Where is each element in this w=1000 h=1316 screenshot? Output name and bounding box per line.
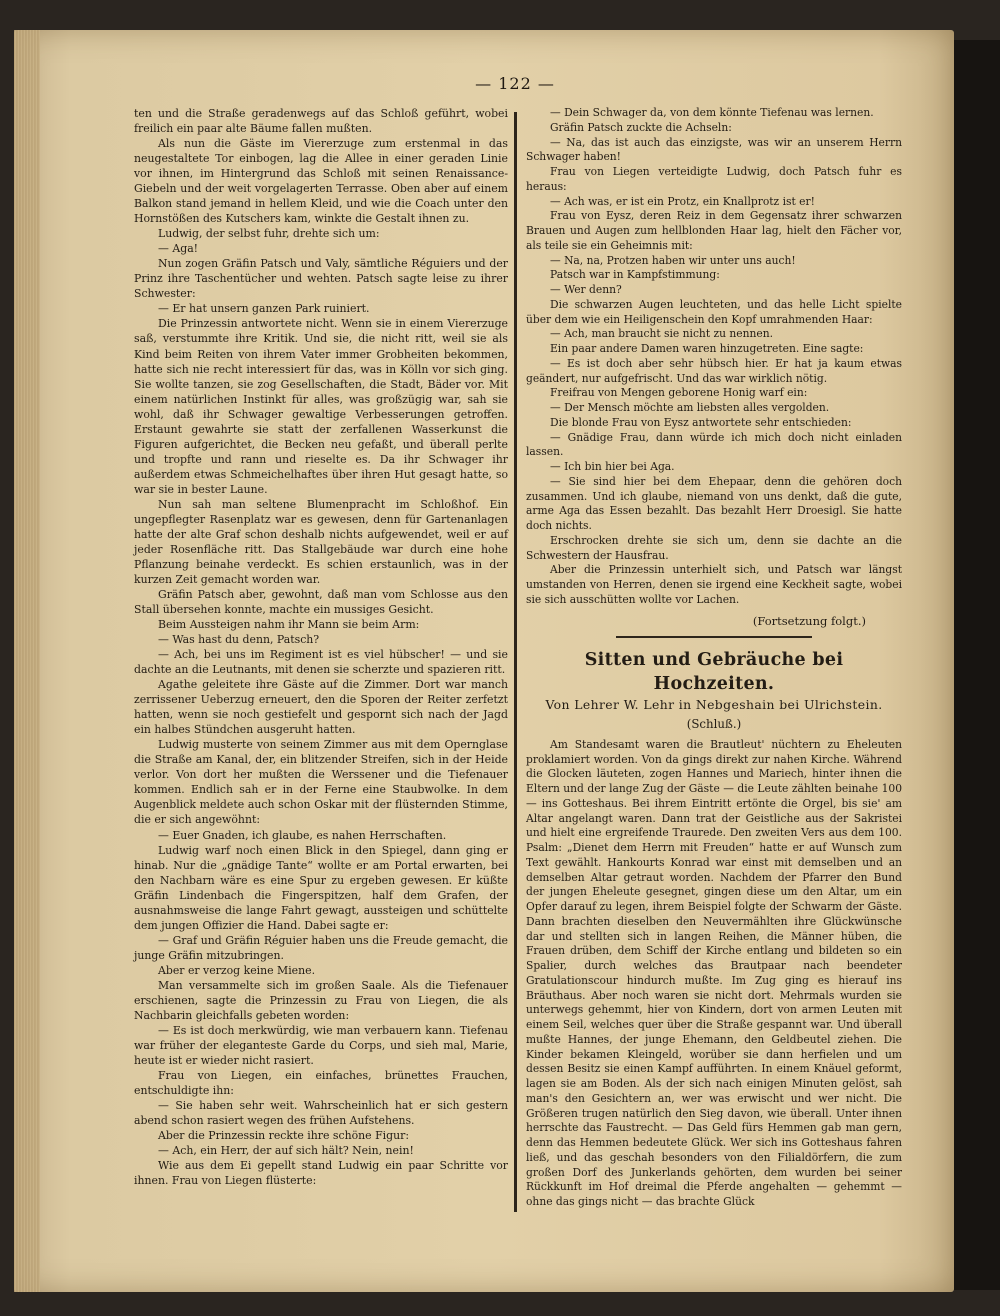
story-continuation <box>526 106 902 608</box>
paragraph: — Ach, man braucht sie nicht zu nennen. <box>550 327 773 341</box>
paragraph: — Wer denn? <box>550 283 622 296</box>
paragraph: — Gnädige Frau, dann würde ich mich doch nicht einladen lassen. <box>526 430 902 459</box>
paragraph: Aber die Prinzessin reckte ihre schöne Figur: <box>158 1129 409 1143</box>
article-body <box>526 738 902 1210</box>
paragraph: Patsch war in Kampfstimmung: <box>550 268 720 282</box>
paragraph: Ludwig warf noch einen Blick in den Spiegel, dann ging er hinab. Nur die „gnädige Tante“ wollte er am Portal erwarten, bei den Nachbarn wäre es eine Spur zu ergeben gewesen. Er küßte Gräfin Lindenbach die Fingerspitzen, half dem Grafen, der ausnahmsweise die lange Fahrt gewagt, aussteigen und schüttelte dem jungen Offizier die Hand. Dabei sagte er: <box>134 843 508 932</box>
paragraph: Am Standesamt waren die Brautleut' nüchtern zu Eheleuten proklamiert worden. Von da gings direkt zur nahen Kirche. Während die Glocken läuteten, zogen Hannes und Mariech, hinter ihnen die Eltern und der lange Zug der Gäste — die Leute zählten beinahe 100 — ins Gotteshaus. Bei ihrem Eintritt ertönte die Orgel, bis sie' am Altar angelangt waren. Dann trat der Geistliche aus der Sakristei und hielt eine ergreifende Traurede. Den zweiten Vers aus dem 100. Psalm: „Dienet dem Herrn mit Freuden“ hatte er auf Wunsch zum Text gewählt. Hankourts Konrad war einst mit demselben und an demselben Altar getraut worden. Nachdem der Pfarrer den Bund der jungen Eheleute gesegnet, gingen diese um den Altar, um ein Opfer darauf zu legen, ihrem Beispiel folgte der Schwarm der Gäste. Dann brachten dieselben den Neuvermählten ihre Glückwünsche dar und stellten sich in langen Reihen, die Männer hüben, die Frauen drüben, dem Schiff der Kirche entlang und bildeten so ein Spalier, durch welches das Brautpaar nach beendeter Gratulationscour hindurch mußte. Im Zug ging es hierauf ins Bräuthaus. Aber noch waren sie nicht dort. Mehrmals wurden sie unterwegs gehemmt, hier von Kindern, dort von armen Leuten mit einem Seil, welches quer über die Straße gespannt war. Und überall mußte Hannes, der junge Ehemann, den Geldbeutel ziehen. Die Kinder bekamen Kleingeld, worüber sie dann herfielen und um dessen Besitz sie einen Kampf aufführten. In einem Knäuel geformt, lagen sie am Boden. Als der sich nach einigen Minuten gelöst, sah man's den Gesichtern an, wer was erwischt und wer nicht. Die Größeren trugen natürlich den Sieg davon, wie überall. Unter ihnen herrschte das Faustrecht. — Das Geld fürs Hemmen gab man gern, denn das Hemmen bedeutete Glück. Wer sich ins Gotteshaus fahren ließ, und das geschah besonders von den Filialdörfern, die zum großen Dorf des Junkerlands gehörten, dem wurden bei seiner Rückkunft im Hof dreimal die Pferde angehalten — gehemmt — ohne das gings nicht — das brachte Glück <box>526 737 902 1208</box>
paragraph: — Graf und Gräfin Réguier haben uns die Freude gemacht, die junge Gräfin mitzubringen. <box>134 933 508 962</box>
paragraph: Ludwig, der selbst fuhr, drehte sich um: <box>158 227 380 241</box>
paragraph: Ein paar andere Damen waren hinzugetreten. Eine sagte: <box>550 342 864 355</box>
paragraph: — Es ist doch aber sehr hübsch hier. Er hat ja kaum etwas geändert, nur aufgefrischt. Und das war wirklich nötig. <box>526 356 902 385</box>
paragraph: Ludwig musterte von seinem Zimmer aus mit dem Opernglase die Straße am Kanal, der, ein blitzender Streifen, sich in der Heide verlor. Von dort her mußten die Werssener und die Tiefenauer kommen. Endlich sah er in der Ferne eine Staubwolke. In dem Augenblick meldete auch schon Oskar mit der flüsternden Stimme, die er sich angewöhnt: <box>134 738 508 827</box>
paragraph: — Euer Gnaden, ich glaube, es nahen Herrschaften. <box>158 828 447 842</box>
paragraph: Gräfin Patsch zuckte die Achseln: <box>550 120 732 134</box>
paragraph: Frau von Liegen verteidigte Ludwig, doch Patsch fuhr es heraus: <box>526 165 902 193</box>
page-stack-edge <box>14 30 40 1292</box>
paragraph: Nun zogen Gräfin Patsch und Valy, sämtliche Réguiers und der Prinz ihre Taschentücher und wehten. Patsch sagte leise zu ihrer Schwester: <box>134 257 508 301</box>
paragraph: Beim Aussteigen nahm ihr Mann sie beim Arm: <box>158 618 420 632</box>
paragraph: Gräfin Patsch aber, gewohnt, daß man vom Schlosse aus den Stall übersehen konnte, machte ein mussiges Gesicht. <box>134 588 508 617</box>
paragraph: — Dein Schwager da, von dem könnte Tiefenau was lernen. <box>550 106 874 119</box>
paragraph: Frau von Eysz, deren Reiz in dem Gegensatz ihrer schwarzen Brauen und Augen zum hellblonden Haar lag, hielt den Fächer vor, als teile sie ein Geheimnis mit: <box>526 209 902 252</box>
paragraph: — Sie sind hier bei dem Ehepaar, denn die gehören doch zusammen. Und ich glaube, niemand von uns denkt, daß die gute, arme Aga das Essen bezahlt. Das bezahlt Herr Droesigl. Sie hatte doch nichts. <box>526 474 902 532</box>
paragraph: Die Prinzessin antwortete nicht. Wenn sie in einem Viererzuge saß, verstummte ihre Kritik. Und sie, die nicht ritt, weil sie als Kind beim Reiten von ihrem Vater immer Grobheiten bekommen, hatte sich nie recht interessiert für das, was in Kölln vor sich ging. Sie wollte tanzen, sie zog Gesellschaften, die Stadt, Bäder vor. Mit einem natürlichen Instinkt für alles, was großzügig war, sah sie wohl, daß ihr Schwager gewaltige Verbesserungen getroffen. Erstaunt gewahrte sie statt der zerfallenen Wasserkunst die Figuren aufgerichtet, die Becken neu gefaßt, und überall perlte und tropfte und rann und rieselte es. Da ihr Schwager ihr außerdem etwas Schmeichelhaftes über ihren Hut gesagt hatte, so war sie in bester Laune. <box>134 317 508 496</box>
paragraph: — Sie haben sehr weit. Wahrscheinlich hat er sich gestern abend schon rasiert wegen des frühen Aufstehens. <box>134 1099 508 1128</box>
background-strip <box>954 40 1000 1290</box>
paragraph: Die schwarzen Augen leuchteten, und das helle Licht spielte über dem wie ein Heiligenschein den Kopf umrahmenden Haar: <box>526 297 902 326</box>
left-column <box>134 106 508 1188</box>
article-title: Sitten und Gebräuche bei Hochzeiten. <box>584 650 844 695</box>
paragraph: Frau von Liegen, ein einfaches, brünettes Frauchen, entschuldigte ihn: <box>134 1069 508 1098</box>
paragraph: Aber die Prinzessin unterhielt sich, und Patsch war längst umstanden von Herren, denen sie irgend eine Keckheit sagte, wobei sie sich ausschütten wollte vor Lachen. <box>526 563 902 606</box>
paragraph: Aber er verzog keine Miene. <box>158 963 316 977</box>
article-byline: Von Lehrer W. Lehr in Nebgeshain bei Ulrichstein. <box>545 697 883 713</box>
article-part-note: (Schluß.) <box>686 717 742 731</box>
paragraph: — Ach was, er ist ein Protz, ein Knallprotz ist er! <box>550 194 815 208</box>
paragraph: — Ich bin hier bei Aga. <box>550 460 675 473</box>
paragraph: — Was hast du denn, Patsch? <box>158 633 320 647</box>
column-divider <box>514 112 517 1212</box>
continuation-note: (Fortsetzung folgt.) <box>752 613 866 628</box>
paragraph: — Na, das ist auch das einzigste, was wir an unserem Herrn Schwager haben! <box>526 135 902 164</box>
paragraph: — Der Mensch möchte am liebsten alles vergolden. <box>550 401 830 414</box>
paragraph: Man versammelte sich im großen Saale. Als die Tiefenauer erschienen, sagte die Prinzessin zu Frau von Liegen, die als Nachbarin gleichfalls gebeten worden: <box>134 978 508 1022</box>
paragraph: — Aga! <box>158 242 199 256</box>
paragraph: Agathe geleitete ihre Gäste auf die Zimmer. Dort war manch zerrissener Ueberzug erneuert, den die Sporen der Reiter zerfetzt hatten, wenn sie noch gestiefelt und gespornt sich nach der Jagd ein halbes Stündchen ausgeruht hatten. <box>134 678 508 737</box>
section-divider <box>616 636 812 638</box>
paragraph: — Er hat unsern ganzen Park ruiniert. <box>158 302 370 316</box>
page-number: — 122 — <box>475 74 555 93</box>
paragraph: — Es ist doch merkwürdig, wie man verbauern kann. Tiefenau war früher der eleganteste Garde du Corps, und sieh mal, Marie, heute ist er wieder nicht rasiert. <box>134 1023 508 1067</box>
paragraph: — Na, na, Protzen haben wir unter uns auch! <box>550 253 796 267</box>
paragraph: — Ach, ein Herr, der auf sich hält? Nein, nein! <box>158 1144 414 1158</box>
paragraph: Freifrau von Mengen geborene Honig warf ein: <box>550 386 808 400</box>
paragraph: ten und die Straße geradenwegs auf das Schloß geführt, wobei freilich ein paar alte Bäume fallen mußten. <box>134 107 508 136</box>
paragraph: Als nun die Gäste im Viererzuge zum erstenmal in das neugestaltete Tor einbogen, lag die Allee in einer geraden Linie vor ihnen, im Hintergrund das Schloß mit seinen Renaissance-Giebeln und der weit vorgelagerten Terrasse. Oben aber auf einem Balkon stand jemand in hellem Kleid, und wie die Coach unter den Hornstößen des Kutschers kam, winkte die Gestalt ihnen zu. <box>134 137 508 226</box>
right-column <box>526 106 902 1210</box>
paragraph: Erschrocken drehte sie sich um, denn sie dachte an die Schwestern der Hausfrau. <box>526 533 902 562</box>
paragraph: Die blonde Frau von Eysz antwortete sehr entschieden: <box>550 415 852 429</box>
paragraph: Wie aus dem Ei gepellt stand Ludwig ein paar Schritte vor ihnen. Frau von Liegen flüsterte: <box>134 1159 508 1188</box>
paragraph: — Ach, bei uns im Regiment ist es viel hübscher! — und sie dachte an die Leutnants, mit denen sie scherzte und spazieren ritt. <box>134 648 508 677</box>
paragraph: Nun sah man seltene Blumenpracht im Schloßhof. Ein ungepflegter Rasenplatz war es gewesen, denn für Gartenanlagen hatte der alte Graf schon deshalb nichts aufgewendet, weil er auf jeder Rosenfläche ritt. Das Stallgebäude war durch eine hohe Pflanzung beinahe verdeckt. Es schien erstaunlich, was in der kurzen Zeit gemacht worden war. <box>134 497 508 586</box>
